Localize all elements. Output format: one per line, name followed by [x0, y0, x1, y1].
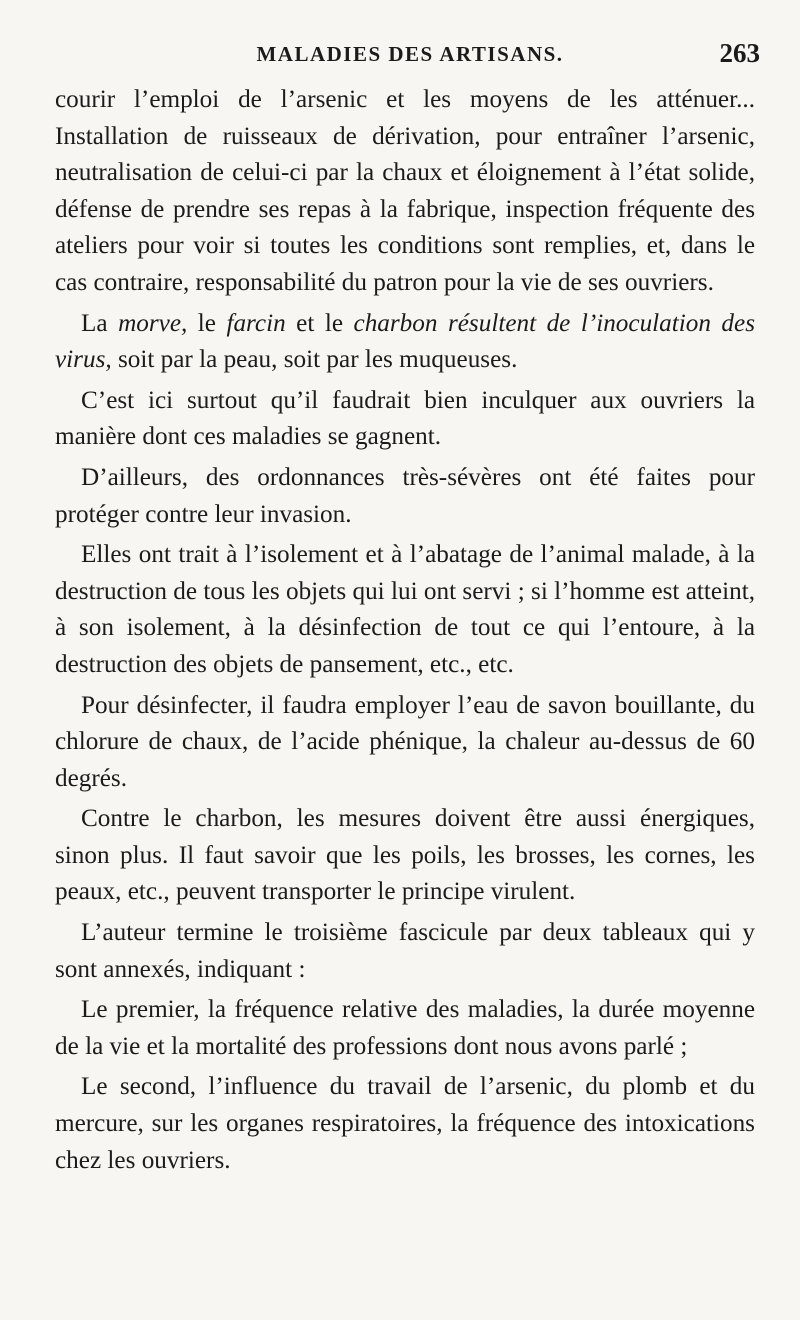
body-text: [55, 82, 755, 1183]
paragraph-5: Elles ont trait à l’isolement et à l’abatage de l’animal malade, à la destruction de tous les objets qui lui ont servi ; si l’homme est atteint, à son isolement, à la désinfection de tout ce qui l’entoure, à la destruction des objets de pansement, etc., etc.: [55, 541, 755, 678]
page-number: 263: [719, 38, 760, 68]
paragraph-4: D’ailleurs, des ordonnances très-sévères ont été faites pour protéger contre leur invasion.: [55, 463, 755, 528]
paragraph-2-text-4: soit par la peau, soit par les muqueuses.: [111, 346, 518, 374]
paragraph-2-text-1: La: [81, 309, 119, 337]
paragraph-1: courir l’emploi de l’arsenic et les moyens de les atténuer... Installation de ruisseaux de dérivation, pour entraîner l’arsenic, neutralisation de celui-ci par la chaux et éloignement à l’état solide, défense de prendre ses repas à la fabrique, inspection fréquente des ateliers pour voir si toutes les conditions sont remplies, et, dans le cas contraire, responsabilité du patron pour la vie de ses ouvriers.: [55, 86, 755, 296]
paragraph-6: Pour désinfecter, il faudra employer l’eau de savon bouillante, du chlorure de chaux, de l’acide phénique, la chaleur au-dessus de 60 degrés.: [55, 691, 755, 792]
paragraph-2-text-3: et le: [285, 309, 354, 337]
paragraph-9: Le premier, la fréquence relative des maladies, la durée moyenne de la vie et la mortalité des professions dont nous avons parlé ;: [55, 996, 755, 1060]
paragraph-8: L’auteur termine le troisième fascicule par deux tableaux qui y sont annexés, indiquant :: [55, 919, 755, 983]
paragraph-10: Le second, l’influence du travail de l’arsenic, du plomb et du mercure, sur les organes respiratoires, la fréquence des intoxications chez les ouvriers.: [55, 1073, 755, 1174]
paragraph-2: [55, 306, 755, 379]
page-header: [60, 38, 760, 78]
paragraph-2-text-2: le: [187, 309, 227, 337]
paragraph-2-italic-3: charbon résultent de l’inoculation des virus,: [55, 309, 756, 374]
paragraph-7: Contre le charbon, les mesures doivent être aussi énergiques, sinon plus. Il faut savoir que les poils, les brosses, les cornes, les peaux, etc., peuvent transporter le principe virulent.: [55, 805, 755, 906]
paragraph-2-italic-2: farcin: [226, 309, 286, 337]
running-head: MALADIES DES ARTISANS.: [256, 42, 564, 66]
paragraph-3: C’est ici surtout qu’il faudrait bien inculquer aux ouvriers la manière dont ces maladies se gagnent.: [55, 386, 755, 451]
paragraph-2-italic-1: morve,: [118, 309, 188, 337]
